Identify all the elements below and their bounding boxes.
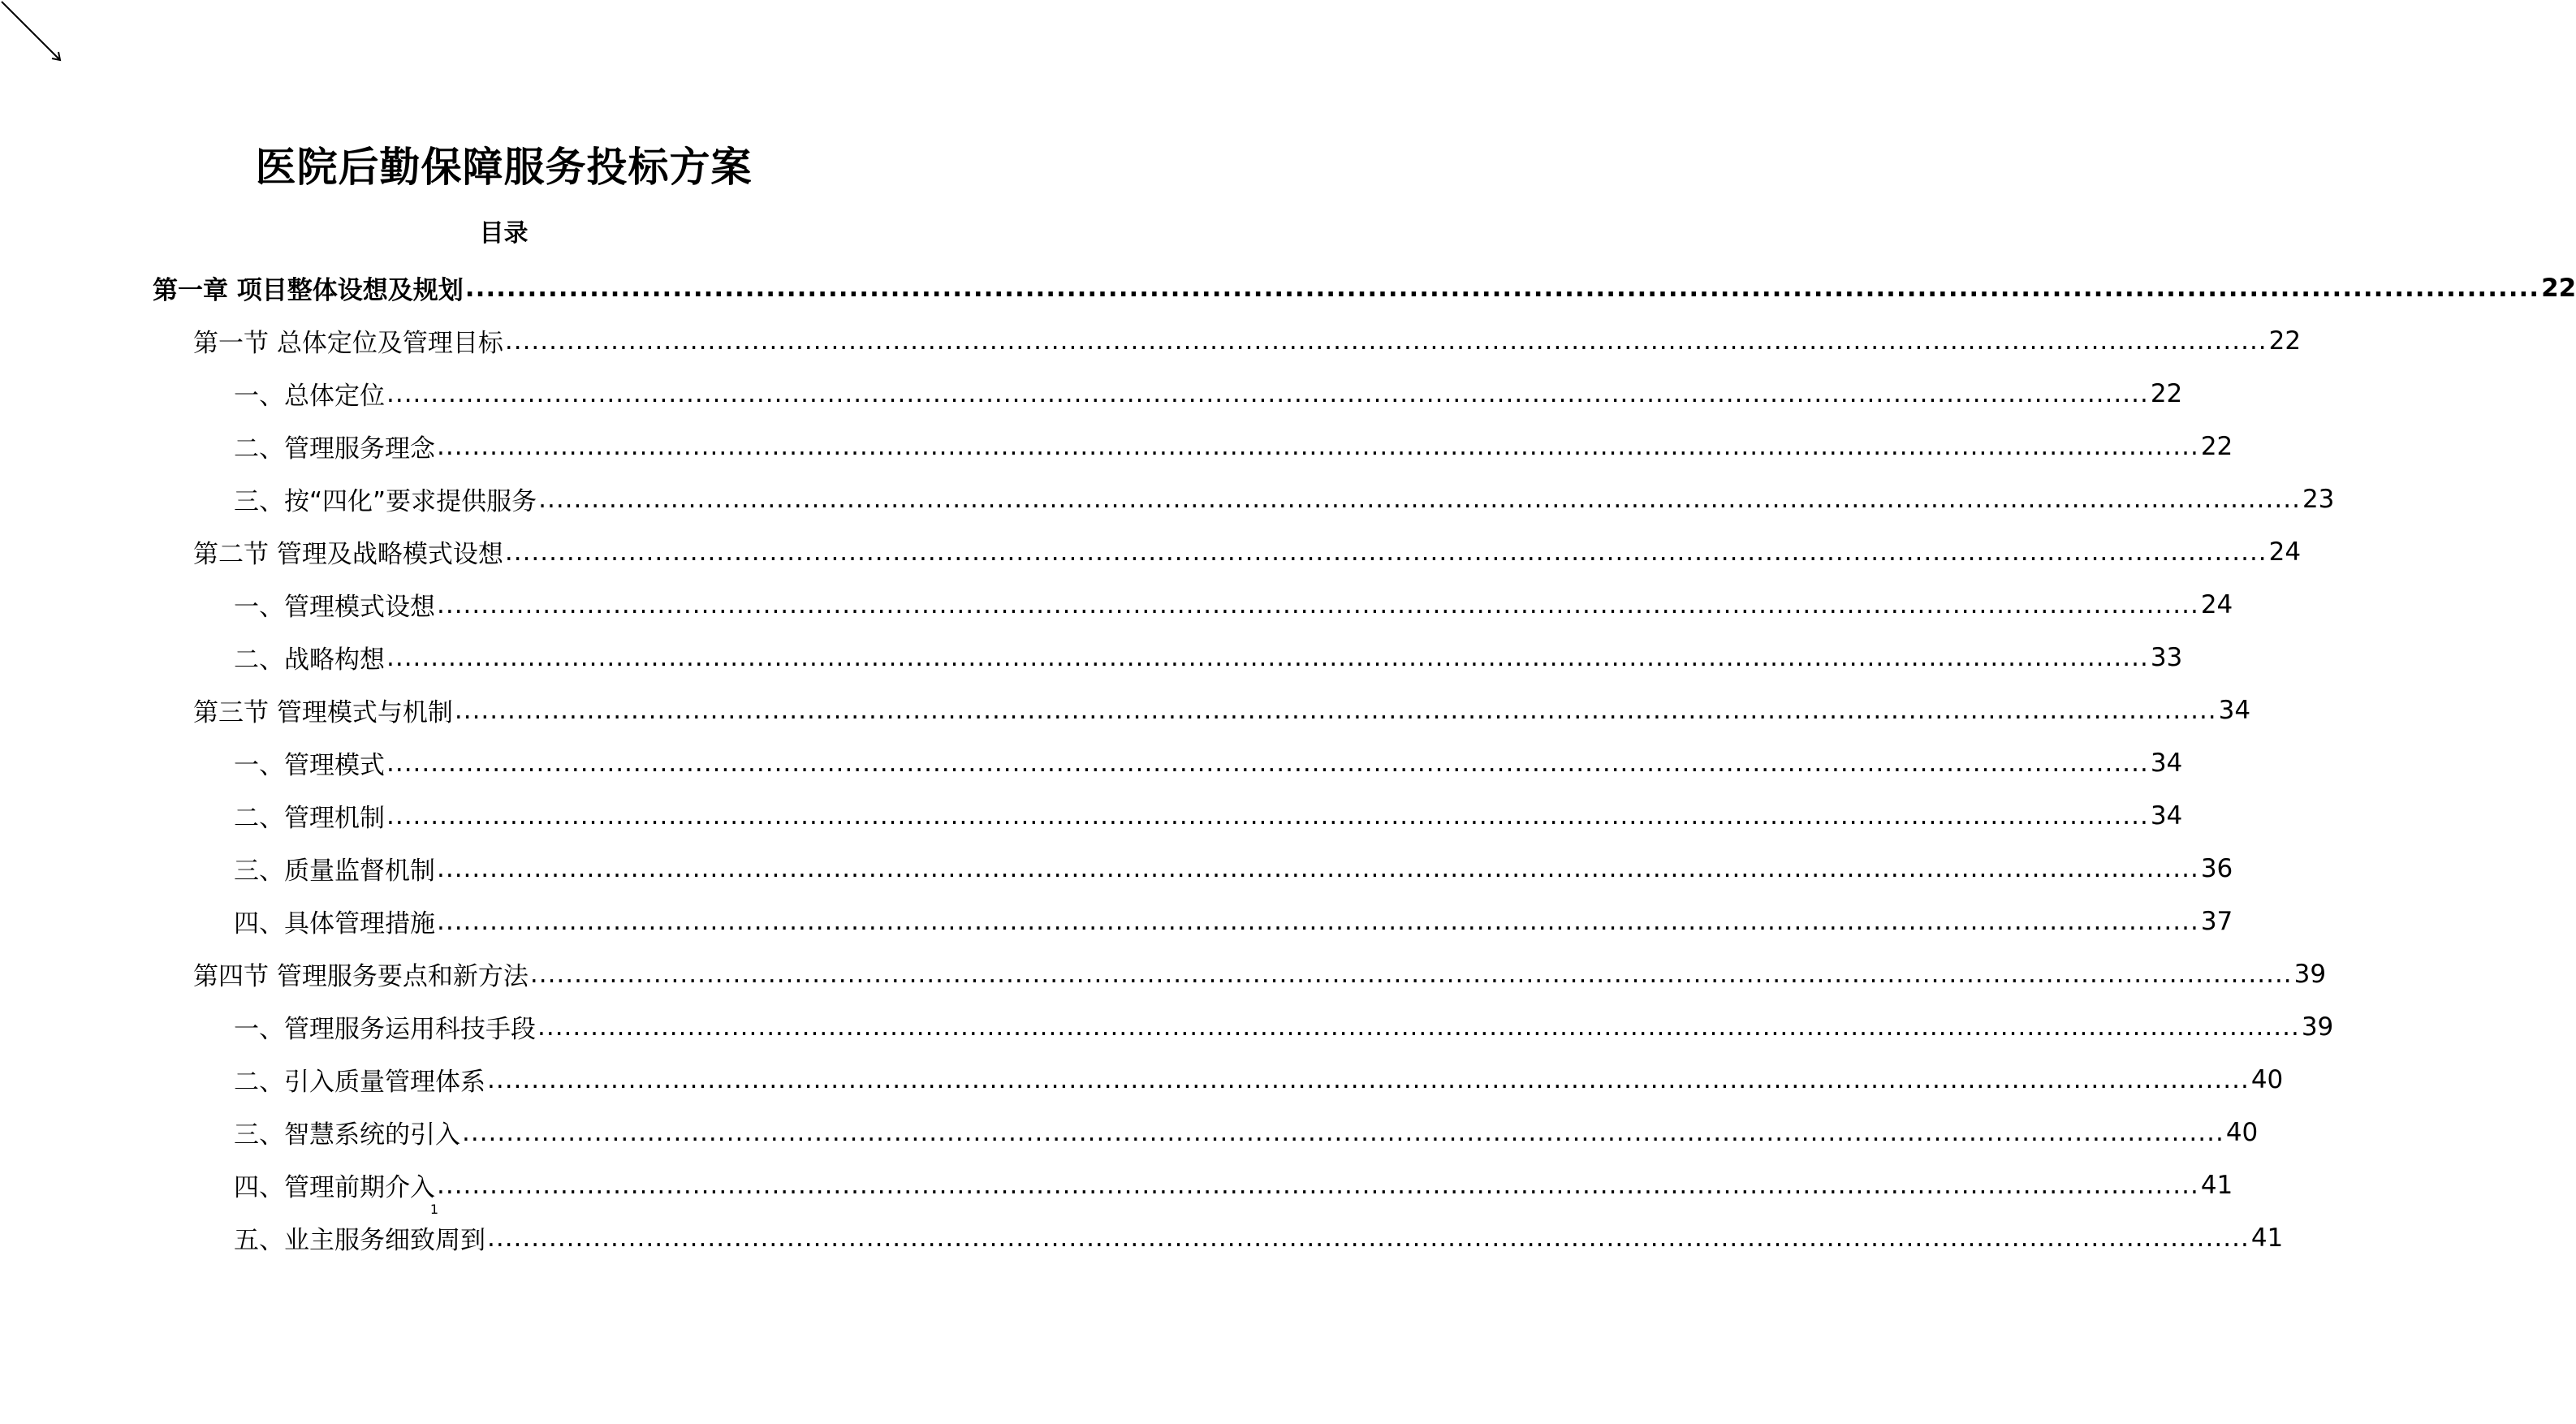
toc-heading: 目录	[479, 219, 529, 248]
document-title: 医院后勤保障服务投标方案	[255, 144, 753, 191]
toc-entry-label: 第三节 管理模式与机制	[193, 698, 453, 727]
toc-entry-label: 二、战略构想	[234, 645, 385, 675]
toc-entry-page: 41	[2200, 1170, 2233, 1200]
toc-dot-leader: ........................................................................................................................................................................................................	[437, 853, 2199, 883]
toc-entry-page: 22	[2541, 273, 2576, 303]
toc-entry-page: 22	[2268, 326, 2302, 356]
toc-dot-leader: ........................................................................................................................................................................................................	[529, 959, 2293, 989]
toc-dot-leader: ........................................................................................................................................................................................................	[386, 378, 2149, 408]
toc-entry[interactable]	[234, 1106, 2259, 1159]
toc-entry[interactable]	[153, 261, 2576, 314]
toc-dot-leader: ........................................................................................................................................................................................................	[504, 537, 2267, 567]
toc-entry-page: 33	[2150, 642, 2183, 672]
toc-dot-leader: ........................................................................................................................................................................................................	[538, 484, 2301, 514]
toc-entry-label: 一、总体定位	[234, 382, 385, 411]
toc-entry-page: 40	[2225, 1117, 2259, 1147]
toc-entry[interactable]	[234, 1053, 2284, 1106]
toc-entry[interactable]	[234, 473, 2335, 525]
toc-entry-label: 三、按“四化”要求提供服务	[234, 487, 537, 516]
toc-entry-label: 一、管理模式设想	[234, 593, 435, 622]
toc-entry-label: 三、智慧系统的引入	[234, 1120, 460, 1150]
toc-dot-leader: ........................................................................................................................................................................................................	[437, 1170, 2199, 1200]
toc-dot-leader: ........................................................................................................................................................................................................	[386, 800, 2149, 831]
toc-entry[interactable]	[193, 684, 2251, 736]
toc-dot-leader: ........................................................................................................................................................................................................	[537, 1012, 2300, 1042]
toc-entry-page: 24	[2268, 537, 2302, 567]
page-number: 1	[429, 1202, 439, 1217]
toc-entry[interactable]	[234, 1000, 2334, 1053]
toc-entry[interactable]	[234, 367, 2183, 420]
toc-entry[interactable]	[234, 895, 2233, 947]
toc-entry-page: 39	[2293, 959, 2327, 989]
toc-entry[interactable]	[234, 842, 2233, 895]
toc-entry-page: 22	[2150, 378, 2183, 408]
toc-entry-label: 二、引入质量管理体系	[234, 1068, 485, 1097]
toc-entry-page: 36	[2200, 853, 2233, 883]
toc-entry-page: 23	[2302, 484, 2335, 514]
toc-dot-leader: ........................................................................................................................................................................................................	[386, 748, 2149, 778]
toc-entry[interactable]	[234, 578, 2233, 631]
toc-entry-label: 一、管理服务运用科技手段	[234, 1015, 536, 1044]
toc-entry[interactable]	[234, 631, 2183, 684]
toc-entry-label: 五、业主服务细致周到	[234, 1226, 485, 1255]
toc-entry-label: 第一节 总体定位及管理目标	[193, 329, 503, 358]
toc-entry-page: 39	[2301, 1012, 2334, 1042]
toc-entry-label: 第四节 管理服务要点和新方法	[193, 962, 529, 991]
toc-dot-leader: ........................................................................................................................................................................................................	[454, 695, 2217, 725]
toc-entry[interactable]	[234, 736, 2183, 789]
toc-entry-label: 四、具体管理措施	[234, 909, 435, 939]
toc-dot-leader: ........................................................................................................................................................................................................	[437, 431, 2199, 461]
toc-dot-leader: ........................................................................................................................................................................................................	[437, 589, 2199, 619]
toc-dot-leader: ........................................................................................................................................................................................................	[437, 906, 2199, 936]
toc-entry-page: 40	[2250, 1064, 2284, 1094]
toc-entry[interactable]	[234, 789, 2183, 842]
toc-entry-label: 第二节 管理及战略模式设想	[193, 540, 503, 569]
toc-entry-label: 二、管理服务理念	[234, 434, 435, 464]
toc-entry-label: 第一章 项目整体设想及规划	[153, 276, 464, 305]
toc-dot-leader: ........................................................................................................................................................................................................	[462, 1117, 2224, 1147]
toc-entry-label: 一、管理模式	[234, 751, 385, 780]
toc-entry-page: 24	[2200, 589, 2233, 619]
toc-dot-leader: ........................................................................................................................................................................................................	[386, 642, 2149, 672]
toc-dot-leader: ........................................................................................................................................................................................................	[464, 273, 2540, 303]
corner-arrow-icon	[0, 0, 65, 65]
toc-dot-leader: ........................................................................................................................................................................................................	[487, 1223, 2250, 1253]
toc-entry[interactable]	[193, 947, 2327, 1000]
toc-dot-leader: ........................................................................................................................................................................................................	[487, 1064, 2250, 1094]
toc-entry[interactable]	[234, 420, 2233, 473]
toc-entry-page: 22	[2200, 431, 2233, 461]
toc-entry[interactable]	[193, 525, 2302, 578]
toc-entry-page: 34	[2150, 748, 2183, 778]
toc-entry-page: 41	[2250, 1223, 2284, 1253]
toc-entry-page: 37	[2200, 906, 2233, 936]
toc-entry-label: 四、管理前期介入	[234, 1173, 435, 1202]
toc-entry-label: 三、质量监督机制	[234, 857, 435, 886]
toc-entry-page: 34	[2150, 800, 2183, 831]
toc-entry-page: 34	[2218, 695, 2251, 725]
toc-entry-label: 二、管理机制	[234, 804, 385, 833]
toc-entry[interactable]	[193, 314, 2302, 367]
toc-dot-leader: ........................................................................................................................................................................................................	[504, 326, 2267, 356]
toc-entry[interactable]	[234, 1211, 2284, 1264]
